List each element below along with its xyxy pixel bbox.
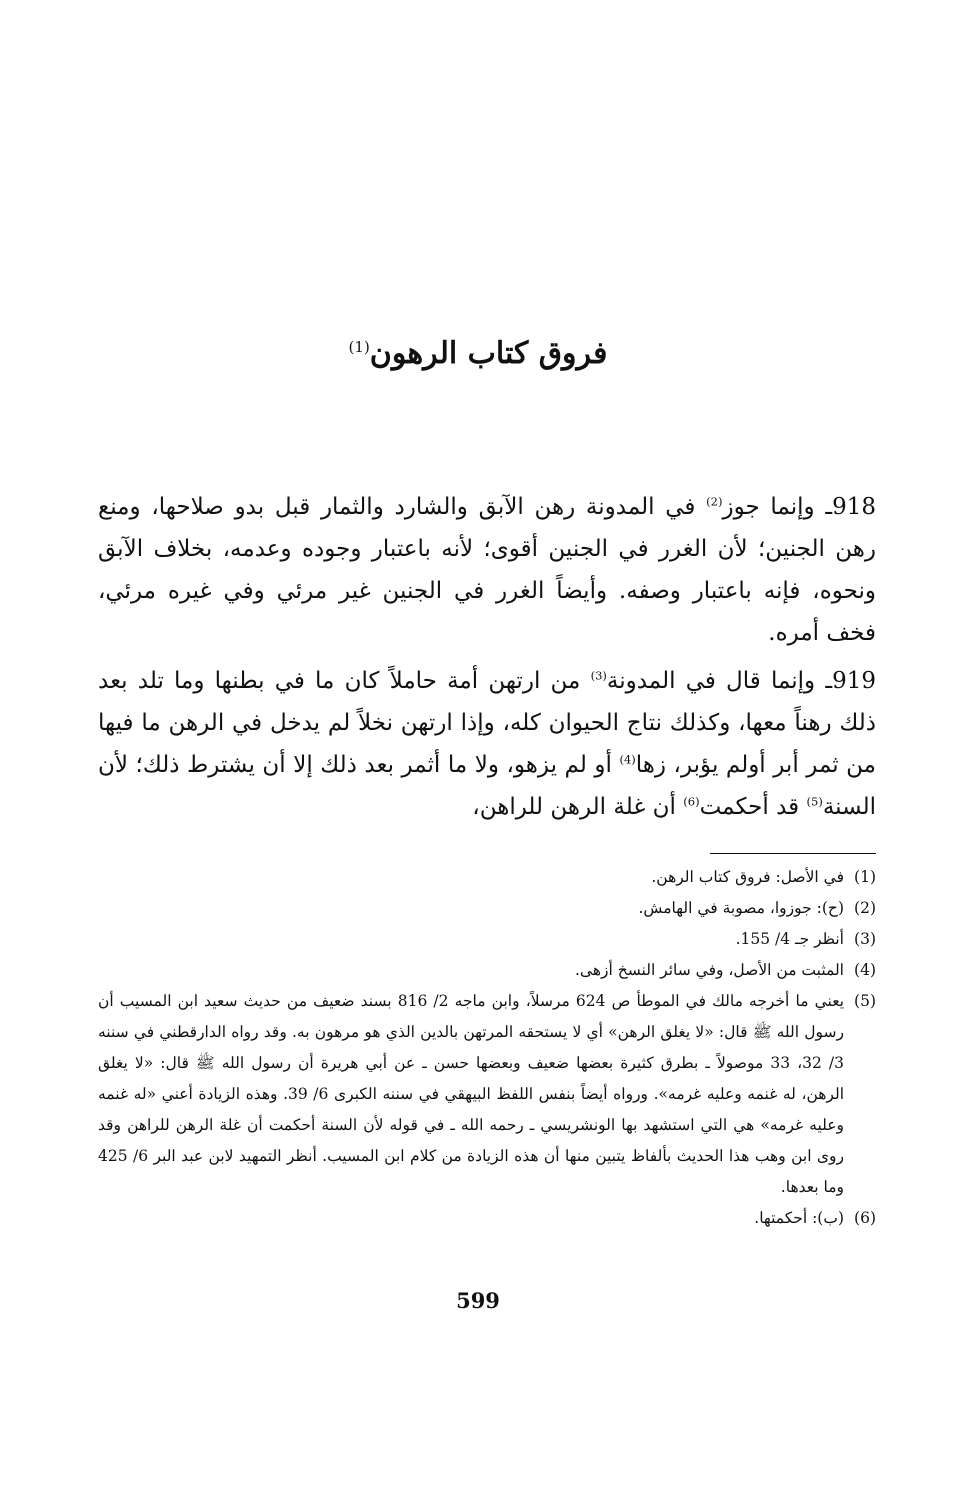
footnote-ref: (4)	[619, 752, 636, 767]
title-text: فروق كتاب الرهون	[369, 336, 608, 371]
paragraph-text: أو لم يزهو، ولا ما أثمر بعد ذلك إلا أن يشترط ذلك؛ لأن السنة	[98, 752, 876, 820]
footnote-number: (4)	[854, 961, 876, 979]
footnote-number: (3)	[854, 930, 876, 948]
footnote-1	[98, 862, 876, 893]
footnote-number: (1)	[854, 868, 876, 886]
footnote-text: يعني ما أخرجه مالك في الموطأ ص 624 مرسلاً، وابن ماجه 2/ 816 بسند ضعيف من حديث سعيد ابن المسيب أن رسول الله ﷺ قال: «لا يغلق الرهن» أي لا يستحقه المرتهن بالدين الذي هو مرهون به. وقد رواه الدارقطني في سننه 3/ 32، 33 موصولاً ـ بطرق كثيرة بعضها ضعيف وبعضها حسن ـ عن أبي هريرة أن رسول الله ﷺ قال: «لا يغلق الرهن، له غنمه وعليه غرمه». ورواه أيضاً بنفس اللفظ البيهقي في سننه الكبرى 6/ 39. وهذه الزيادة أعني «له غنمه وعليه غرمه» هي التي استشهد بها الونشريسي ـ رحمه الله ـ في قوله لأن السنة أحكمت أن غلة الرهن للراهن وقد روى ابن وهب هذا الحديث بألفاظ يتبين منها أن هذه الزيادة من كلام ابن المسيب. أنظر التمهيد لابن عبد البر 6/ 425 وما بعدها.	[98, 992, 845, 1196]
paragraph-text: أن غلة الرهن للراهن،	[472, 794, 684, 820]
paragraph-text: قد أحكمت	[699, 794, 807, 820]
footnote-6	[98, 1203, 876, 1234]
footnote-divider	[710, 853, 876, 854]
footnote-text: (ب): أحكمتها.	[754, 1209, 844, 1227]
paragraph-918	[98, 486, 876, 654]
paragraph-text: ـ وإنما جوز	[722, 494, 833, 520]
footnote-ref: (2)	[706, 494, 723, 509]
footnote-number: (2)	[854, 899, 876, 917]
footnote-ref: (3)	[590, 668, 607, 683]
footnote-number: (5)	[854, 992, 876, 1010]
title-footnote-ref: (1)	[348, 338, 370, 356]
footnote-text: المثبت من الأصل، وفي سائر النسخ أزهى.	[574, 961, 844, 979]
footnotes	[98, 862, 876, 1234]
paragraph-number: 919	[832, 668, 877, 694]
footnote-text: (ح): جوزوا، مصوبة في الهامش.	[638, 899, 844, 917]
paragraph-text: في المدونة رهن الآبق والشارد والثمار قبل بدو صلاحها، ومنع رهن الجنين؛ لأن الغرر في الجنين أقوى؛ لأنه باعتبار وجوده وعدمه، بخلاف الآبق ونحوه، فإنه باعتبار وصفه. وأيضاً الغرر في الجنين غير مرئي وفي غيره مرئي، فخف أمره.	[98, 494, 876, 646]
footnote-number: (6)	[854, 1209, 876, 1227]
paragraph-number: 918	[832, 494, 876, 520]
footnote-text: أنظر جـ 4/ 155.	[735, 930, 844, 948]
footnote-text: في الأصل: فروق كتاب الرهن.	[651, 868, 844, 886]
footnote-3	[98, 924, 876, 955]
footnote-ref: (6)	[683, 794, 700, 809]
page-title	[0, 330, 956, 378]
paragraph-text: ـ وإنما قال في المدونة	[606, 668, 833, 694]
paragraph-919	[98, 660, 876, 828]
paragraph-text: من ارتهن أمة حاملاً كان ما في بطنها وما تلد بعد ذلك رهناً معها، وكذلك نتاج الحيوان كله، وإذا ارتهن نخلاً لم يدخل في الرهن ما فيها من ثمر أبر أولم يؤبر، زها	[98, 668, 877, 778]
footnote-2	[98, 893, 876, 924]
footnote-5	[98, 986, 876, 1203]
footnote-ref: (5)	[806, 794, 823, 809]
page-number: 599	[456, 1288, 500, 1313]
main-text	[98, 486, 876, 834]
footnote-4	[98, 955, 876, 986]
